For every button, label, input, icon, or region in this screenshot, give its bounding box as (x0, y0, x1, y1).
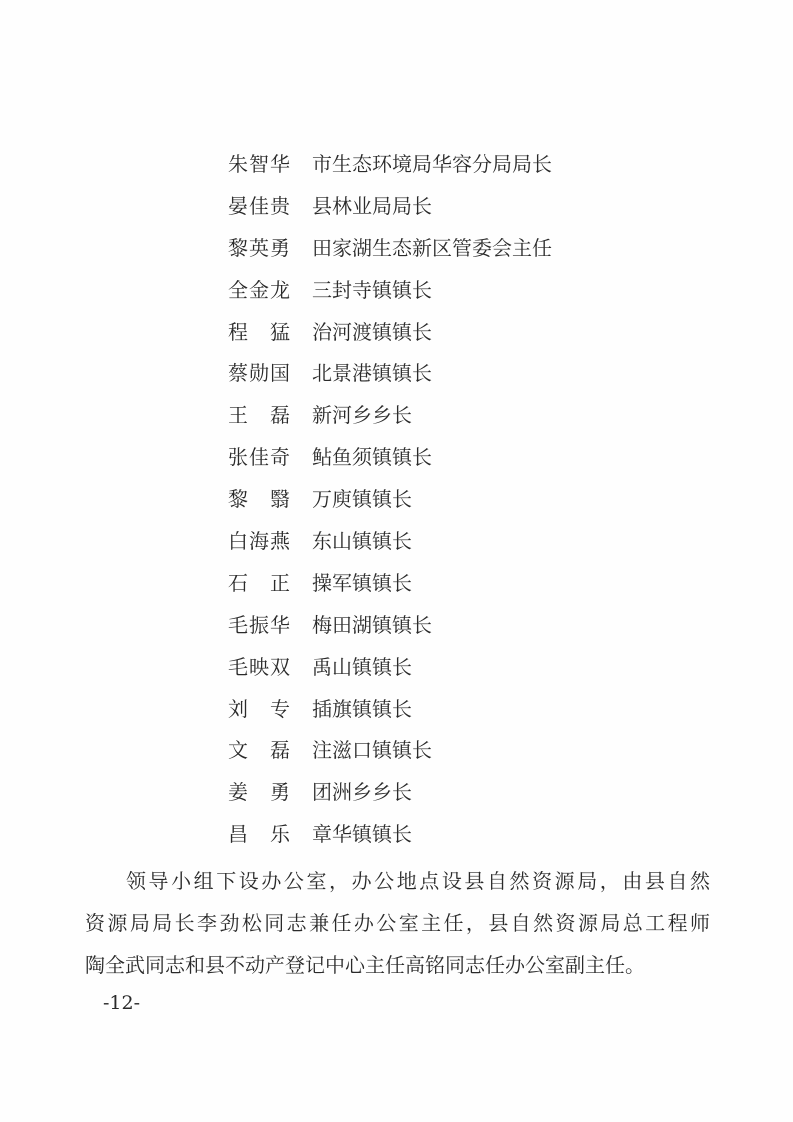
roster-row (228, 353, 708, 395)
member-title: 插旗镇镇长 (312, 696, 412, 721)
member-name: 全金龙 (228, 277, 290, 302)
office-paragraph (85, 860, 710, 986)
member-title: 团洲乡乡长 (312, 780, 412, 805)
member-title: 北景港镇镇长 (312, 361, 432, 386)
member-title: 田家湖生态新区管委会主任 (312, 235, 552, 260)
member-name: 黎翳 (228, 487, 290, 512)
roster-row (228, 730, 708, 772)
member-name: 朱智华 (228, 152, 290, 176)
member-name: 蔡勋国 (228, 361, 290, 386)
member-title: 新河乡乡长 (312, 403, 412, 428)
member-title: 梅田湖镇镇长 (312, 612, 432, 637)
member-roster (228, 144, 708, 856)
roster-row (228, 144, 708, 186)
roster-row (228, 772, 708, 814)
member-name: 昌乐 (228, 822, 290, 847)
roster-row (228, 689, 708, 731)
member-title: 注滋口镇镇长 (312, 738, 432, 763)
member-name: 刘专 (228, 696, 290, 721)
roster-row (228, 814, 708, 856)
member-title: 操军镇镇长 (312, 570, 412, 595)
member-name: 石正 (228, 570, 290, 595)
roster-row (228, 395, 708, 437)
paragraph-line: 陶全武同志和县不动产登记中心主任高铭同志任办公室副主任。 (85, 953, 645, 977)
member-name: 毛振华 (228, 612, 290, 637)
roster-row (228, 521, 708, 563)
member-title: 治河渡镇镇长 (312, 319, 432, 344)
roster-row (228, 270, 708, 312)
member-title: 三封寺镇镇长 (312, 277, 432, 302)
roster-row (228, 437, 708, 479)
roster-row (228, 605, 708, 647)
member-name: 张佳奇 (228, 445, 290, 470)
roster-row (228, 312, 708, 354)
page-number: -12- (103, 992, 141, 1014)
member-title: 县林业局局长 (312, 193, 432, 218)
member-title: 市生态环境局华容分局局长 (312, 152, 552, 176)
member-title: 禹山镇镇长 (312, 654, 412, 679)
member-name: 姜勇 (228, 780, 290, 805)
member-name: 晏佳贵 (228, 193, 290, 218)
paragraph-line: 资源局局长李劲松同志兼任办公室主任，县自然资源局总工程师 (85, 911, 710, 935)
roster-row (228, 228, 708, 270)
member-name: 程猛 (228, 319, 290, 344)
member-name: 白海燕 (228, 529, 290, 554)
roster-row (228, 479, 708, 521)
roster-row (228, 647, 708, 689)
member-title: 鲇鱼须镇镇长 (312, 445, 432, 470)
roster-row (228, 186, 708, 228)
roster-row (228, 563, 708, 605)
member-name: 文磊 (228, 738, 290, 763)
member-name: 黎英勇 (228, 235, 290, 260)
member-name: 王磊 (228, 403, 290, 428)
member-title: 章华镇镇长 (312, 822, 412, 847)
member-name: 毛映双 (228, 654, 290, 679)
member-title: 东山镇镇长 (312, 529, 412, 554)
member-title: 万庾镇镇长 (312, 487, 412, 512)
paragraph-line: 领导小组下设办公室，办公地点设县自然资源局，由县自然 (126, 869, 710, 893)
